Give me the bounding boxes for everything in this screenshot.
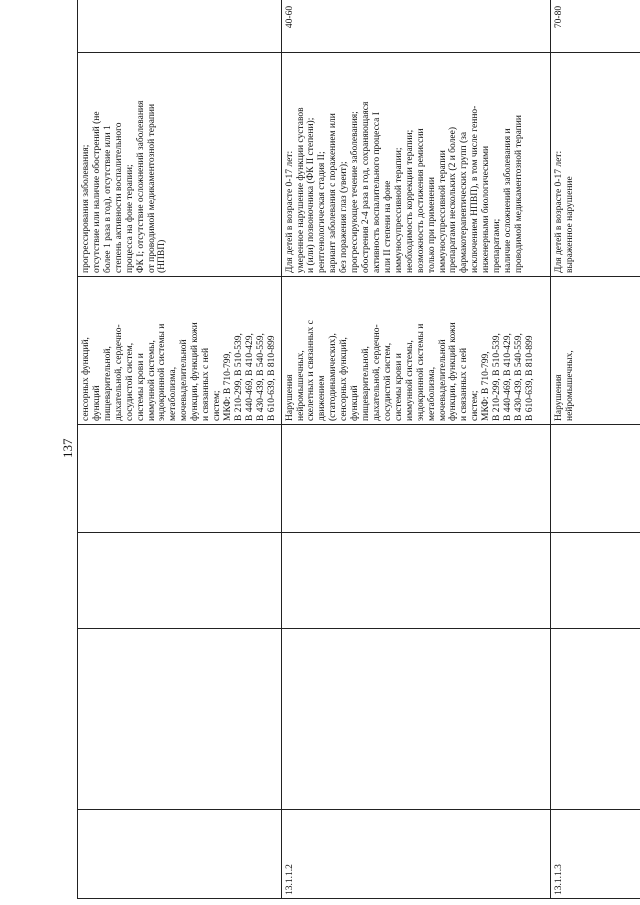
page-number: 137 — [60, 438, 75, 458]
empty-cell — [78, 629, 282, 810]
row-code — [78, 810, 282, 899]
disorder-description: Нарушения нейромышечных, — [550, 277, 640, 425]
disability-criteria-table — [77, 0, 640, 899]
empty-cell — [281, 533, 550, 629]
row-code: 13.1.1.2 — [281, 810, 550, 899]
table-row — [78, 0, 282, 899]
disorder-description: Нарушения нейромышечных, скелетных и связанных с движением (статодинамических), сенсорных функций, функций пищеварительной, дыхательной, сердечно- сосудистой систем, системы крови и иммунной системы, эндокринной системы и метаболизма, мочевыделительной функции, функций кожи и связанных с ней систем; МКФ: В 710-799, В 210-299, В 510-539, В 440-469, В 410-429, В 430-439, В 540-559, В 610-639, В 810-899 — [281, 277, 550, 425]
percent-range — [78, 0, 282, 53]
criteria-description: Для детей в возрасте 0-17 лет: умеренное нарушение функции суставов и (или) позвоночника (ФК II степени); рентгенологическая стадия II; вариант заболевания с поражением или без поражения глаз (увеит); прогрессирующее течение заболевания; обострения 2-4 раза в год, сохраняющаяся активность воспалительного процесса I или II степени на фоне иммуносупрессивной терапии; необходимость коррекции терапии; возможность достижения ремиссии только при применении иммуносупрессивной терапии препаратами нескольких (2 и более) фармакотерапевтических групп (за исключением НПВП), в том числе генно- инженерными биологическими препаратами; наличие осложнений заболевания и проводимой медикаментозной терапии — [281, 53, 550, 277]
table-row — [550, 0, 640, 899]
criteria-description: прогрессирования заболевания; отсутствие или наличие обострений (не более 1 раза в год), отсутствие или 1 степень активности воспалительного процесса на фоне терапии; ФК I; отсутствие осложнений заболевания от проводимой медикаментозной терапии (НПВП) — [78, 53, 282, 277]
empty-cell — [281, 425, 550, 533]
percent-range: 70-80 — [550, 0, 640, 53]
empty-cell — [281, 629, 550, 810]
percent-range: 40-60 — [281, 0, 550, 53]
rotated-table-container — [77, 0, 625, 905]
criteria-description: Для детей в возрасте 0-17 лет: выраженное нарушение — [550, 53, 640, 277]
empty-cell — [78, 533, 282, 629]
empty-cell — [550, 629, 640, 810]
empty-cell — [550, 425, 640, 533]
row-code: 13.1.1.3 — [550, 810, 640, 899]
empty-cell — [78, 425, 282, 533]
table-row — [281, 0, 550, 899]
disorder-description: сенсорных функций, функций пищеварительной, дыхательной, сердечно- сосудистой систем, системы крови и иммунной системы, эндокринной системы и метаболизма, мочевыделительной функции, функций кожи и связанных с ней систем; МКФ: В 710-799, В 210-299, В 510-539, В 440-469, В 410-429, В 430-439, В 540-559, В 610-639, В 810-899 — [78, 277, 282, 425]
empty-cell — [550, 533, 640, 629]
